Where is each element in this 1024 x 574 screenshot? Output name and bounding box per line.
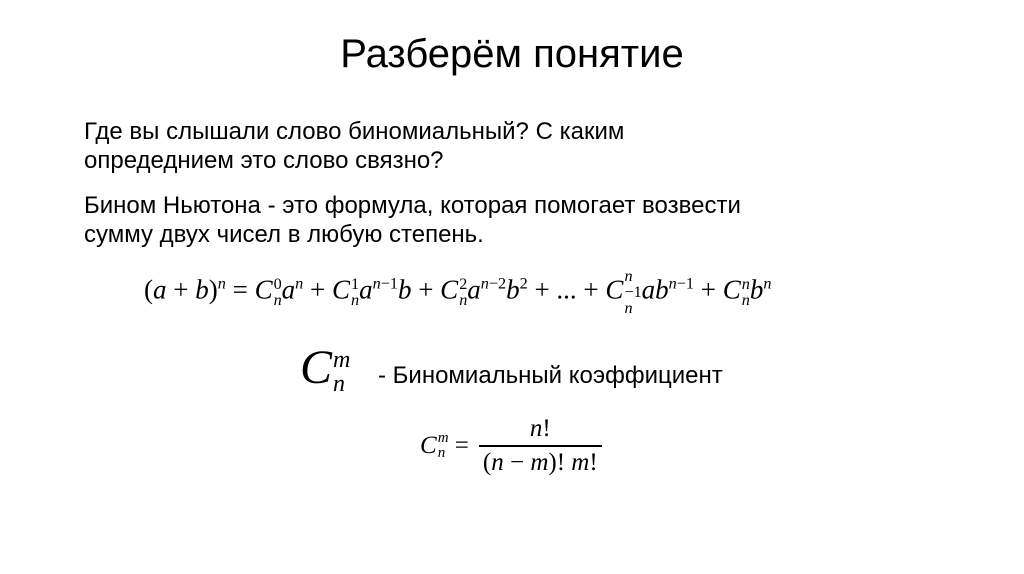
definition-line-1: Бином Ньютона - это формула, которая помогает возвести <box>84 192 741 219</box>
binomial-expansion-formula: $(a + b)^n = C$ 0 n $a^n + C$ 1 n $a^{n-1}b + C$ 2 n $a^{n-2}b^2$ + ... + C n −1 n $ab^{n-1} + C$ n n $b^n$ <box>144 267 772 318</box>
coefficient-definition-formula: C m n = $\frac{n!}{(n - m)! m!}$ <box>420 415 602 477</box>
definition-line-2: сумму двух чисел в любую степень. <box>84 221 484 248</box>
coefficient-label: - Биномиальный коэффициент <box>378 362 723 389</box>
question-line-1: Где вы слышали слово биномиальный? С каким <box>84 118 625 145</box>
definition-paragraph <box>84 191 944 249</box>
coefficient-symbol: C m n <box>300 341 351 397</box>
question-paragraph <box>84 117 944 175</box>
slide-title: Разберём понятие <box>340 32 684 76</box>
question-line-2: опредеднием это слово связно? <box>84 147 444 174</box>
fraction: $\frac{n!}{(n - m)! m!}$ <box>479 415 602 477</box>
